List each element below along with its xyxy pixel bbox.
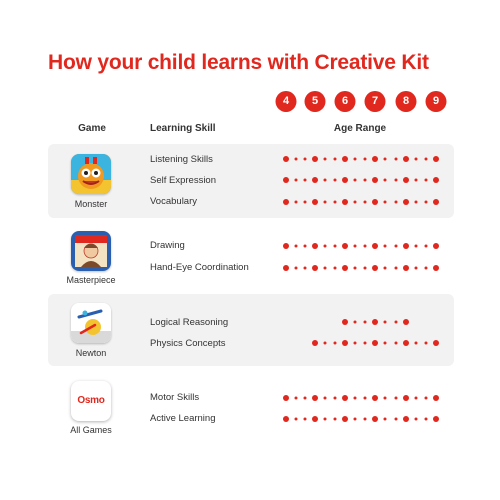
age-dot-7 <box>372 395 378 401</box>
age-dot-connector <box>304 267 307 270</box>
age-dot-connector <box>304 397 307 400</box>
age-dot-connector <box>415 179 418 182</box>
age-range-dots <box>0 263 500 273</box>
age-dot-connector <box>384 397 387 400</box>
age-dot-connector <box>384 342 387 345</box>
skill-label: Physics Concepts <box>150 338 226 349</box>
skill-label: Vocabulary <box>150 196 198 207</box>
age-dot-5 <box>312 243 318 249</box>
age-dot-8 <box>403 265 409 271</box>
age-dot-4 <box>283 416 289 422</box>
age-dot-connector <box>324 342 327 345</box>
age-dot-6 <box>342 319 348 325</box>
age-dot-connector <box>425 418 428 421</box>
age-dot-connector <box>415 418 418 421</box>
age-dot-connector <box>354 267 357 270</box>
age-dot-connector <box>334 179 337 182</box>
age-dot-connector <box>394 158 397 161</box>
age-dot-connector <box>324 397 327 400</box>
age-dot-8 <box>403 156 409 162</box>
age-dot-connector <box>354 201 357 204</box>
age-dot-connector <box>394 245 397 248</box>
age-dot-connector <box>394 267 397 270</box>
age-dot-connector <box>364 245 367 248</box>
age-dot-connector <box>384 267 387 270</box>
age-dot-7 <box>372 156 378 162</box>
age-dot-9 <box>433 340 439 346</box>
age-dot-6 <box>342 243 348 249</box>
age-range-dots <box>0 317 500 327</box>
age-dot-connector <box>415 245 418 248</box>
age-badge-6: 6 <box>335 91 356 112</box>
age-dot-5 <box>312 156 318 162</box>
age-dot-connector <box>394 342 397 345</box>
skill-label: Motor Skills <box>150 392 200 403</box>
age-badges <box>0 91 500 113</box>
age-dot-9 <box>433 156 439 162</box>
age-dot-7 <box>372 416 378 422</box>
age-dot-connector <box>294 179 297 182</box>
age-dot-4 <box>283 199 289 205</box>
age-dot-connector <box>394 397 397 400</box>
age-dot-7 <box>372 319 378 325</box>
age-range-dots <box>0 338 500 348</box>
age-dot-connector <box>364 267 367 270</box>
age-dot-connector <box>425 342 428 345</box>
age-dot-5 <box>312 265 318 271</box>
age-dot-6 <box>342 199 348 205</box>
age-dot-6 <box>342 395 348 401</box>
age-dot-4 <box>283 177 289 183</box>
age-dot-connector <box>334 267 337 270</box>
age-dot-connector <box>354 397 357 400</box>
age-dot-connector <box>334 201 337 204</box>
age-dot-connector <box>364 158 367 161</box>
age-dot-connector <box>294 418 297 421</box>
skill-label: Logical Reasoning <box>150 317 229 328</box>
age-dot-connector <box>394 321 397 324</box>
age-dot-connector <box>304 245 307 248</box>
skill-label: Hand-Eye Coordination <box>150 262 249 273</box>
skill-label: Drawing <box>150 240 185 251</box>
age-dot-connector <box>354 245 357 248</box>
age-dot-7 <box>372 340 378 346</box>
age-dot-connector <box>384 201 387 204</box>
age-dot-connector <box>415 397 418 400</box>
skill-label: Self Expression <box>150 175 217 186</box>
age-range-dots <box>0 393 500 403</box>
skill-label: Active Learning <box>150 413 216 424</box>
age-dot-connector <box>334 418 337 421</box>
age-dot-connector <box>425 201 428 204</box>
age-dot-connector <box>415 201 418 204</box>
column-header-game: Game <box>78 123 106 134</box>
age-dot-connector <box>415 158 418 161</box>
age-dot-connector <box>354 179 357 182</box>
age-dot-7 <box>372 199 378 205</box>
age-dot-connector <box>294 267 297 270</box>
age-dot-4 <box>283 265 289 271</box>
age-dot-8 <box>403 319 409 325</box>
age-dot-6 <box>342 416 348 422</box>
age-dot-connector <box>324 179 327 182</box>
age-dot-connector <box>334 397 337 400</box>
age-dot-connector <box>294 397 297 400</box>
age-range-dots <box>0 175 500 185</box>
age-dot-8 <box>403 340 409 346</box>
age-dot-9 <box>433 199 439 205</box>
age-dot-connector <box>364 201 367 204</box>
age-dot-8 <box>403 177 409 183</box>
age-dot-connector <box>425 267 428 270</box>
age-dot-4 <box>283 395 289 401</box>
age-dot-4 <box>283 243 289 249</box>
age-dot-connector <box>425 158 428 161</box>
age-dot-6 <box>342 340 348 346</box>
column-header-skill: Learning Skill <box>150 123 216 134</box>
age-range-dots <box>0 154 500 164</box>
age-dot-connector <box>384 321 387 324</box>
age-dot-connector <box>415 342 418 345</box>
age-dot-connector <box>304 418 307 421</box>
age-range-dots <box>0 414 500 424</box>
age-dot-7 <box>372 177 378 183</box>
age-dot-connector <box>394 179 397 182</box>
age-dot-6 <box>342 265 348 271</box>
age-dot-connector <box>354 418 357 421</box>
age-dot-connector <box>304 201 307 204</box>
age-dot-6 <box>342 177 348 183</box>
age-badge-4: 4 <box>276 91 297 112</box>
age-dot-connector <box>304 158 307 161</box>
age-badge-8: 8 <box>396 91 417 112</box>
age-dot-connector <box>364 418 367 421</box>
age-dot-9 <box>433 177 439 183</box>
age-dot-connector <box>334 158 337 161</box>
age-dot-8 <box>403 243 409 249</box>
age-dot-connector <box>425 179 428 182</box>
age-dot-6 <box>342 156 348 162</box>
age-dot-connector <box>394 201 397 204</box>
age-dot-7 <box>372 243 378 249</box>
age-dot-connector <box>324 267 327 270</box>
age-dot-connector <box>324 245 327 248</box>
age-dot-connector <box>354 321 357 324</box>
age-dot-connector <box>364 179 367 182</box>
age-dot-connector <box>384 179 387 182</box>
age-dot-connector <box>394 418 397 421</box>
game-name-monster: Monster <box>74 199 108 209</box>
age-dot-8 <box>403 395 409 401</box>
age-dot-connector <box>415 267 418 270</box>
game-name-newton: Newton <box>75 348 107 358</box>
age-dot-5 <box>312 177 318 183</box>
age-dot-9 <box>433 243 439 249</box>
age-range-dots <box>0 241 500 251</box>
age-dot-connector <box>324 158 327 161</box>
skill-label: Listening Skills <box>150 154 213 165</box>
age-dot-8 <box>403 199 409 205</box>
age-dot-connector <box>364 321 367 324</box>
age-dot-connector <box>384 245 387 248</box>
age-dot-connector <box>294 245 297 248</box>
age-dot-5 <box>312 416 318 422</box>
age-dot-connector <box>334 342 337 345</box>
age-dot-9 <box>433 265 439 271</box>
age-dot-connector <box>294 158 297 161</box>
age-dot-connector <box>384 158 387 161</box>
game-name-masterpiece: Masterpiece <box>66 275 116 285</box>
age-dot-connector <box>425 245 428 248</box>
age-badge-5: 5 <box>305 91 326 112</box>
age-badge-7: 7 <box>365 91 386 112</box>
age-dot-connector <box>354 342 357 345</box>
age-dot-9 <box>433 416 439 422</box>
age-dot-connector <box>324 201 327 204</box>
age-dot-connector <box>354 158 357 161</box>
page-title: How your child learns with Creative Kit <box>48 51 429 74</box>
age-dot-4 <box>283 156 289 162</box>
age-dot-5 <box>312 395 318 401</box>
age-dot-connector <box>364 397 367 400</box>
age-dot-connector <box>304 179 307 182</box>
age-dot-7 <box>372 265 378 271</box>
age-dot-connector <box>334 245 337 248</box>
age-dot-connector <box>384 418 387 421</box>
age-dot-connector <box>364 342 367 345</box>
age-dot-8 <box>403 416 409 422</box>
age-dot-connector <box>425 397 428 400</box>
age-dot-9 <box>433 395 439 401</box>
age-dot-connector <box>294 201 297 204</box>
age-dot-connector <box>324 418 327 421</box>
osmo-logo-text: Osmo <box>77 395 105 406</box>
age-range-dots <box>0 197 500 207</box>
game-name-all-games: All Games <box>70 425 112 435</box>
age-dot-5 <box>312 199 318 205</box>
column-header-age: Age Range <box>333 123 387 134</box>
age-badge-9: 9 <box>426 91 447 112</box>
age-dot-5 <box>312 340 318 346</box>
